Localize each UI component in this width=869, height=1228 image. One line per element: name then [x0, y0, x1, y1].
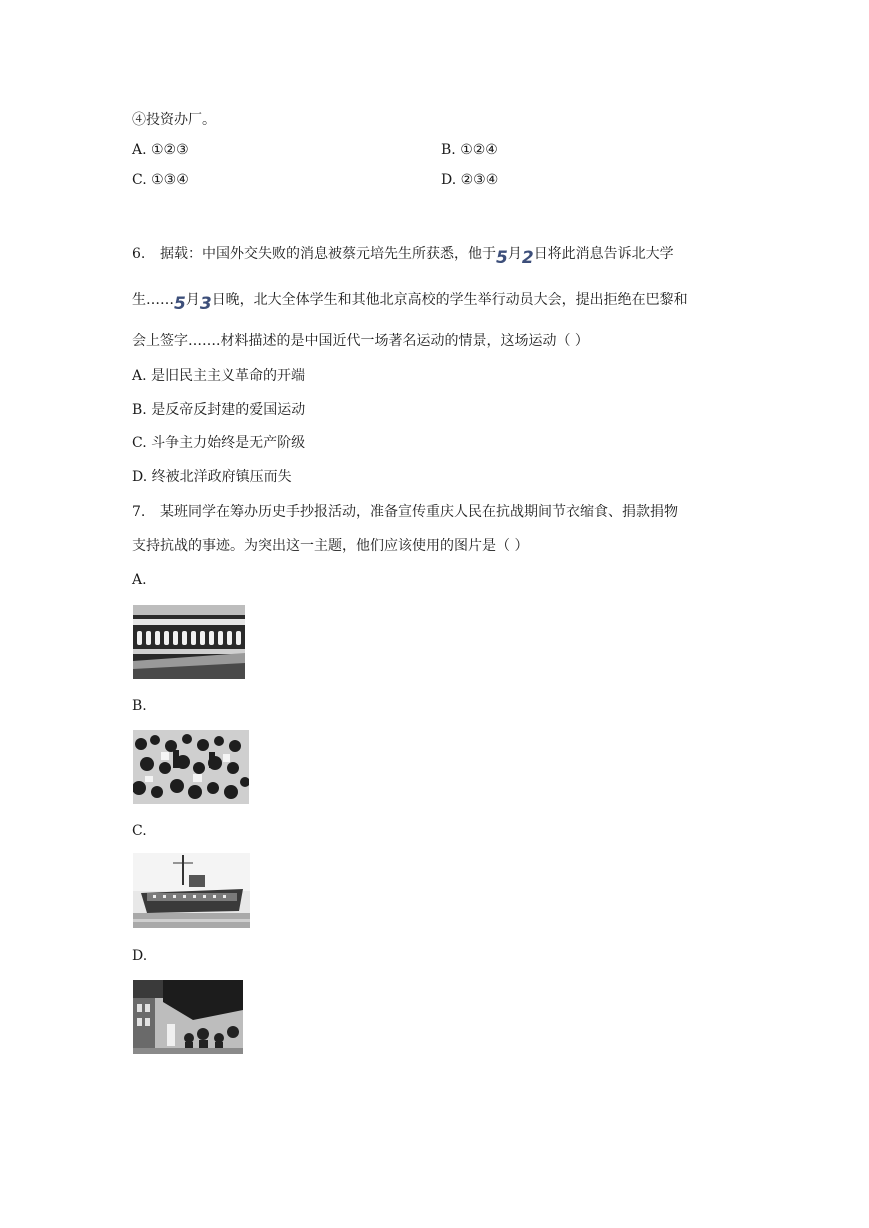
q6-line-3: 会上签字…….材料描述的是中国近代一场著名运动的情景，这场运动（ ）: [132, 333, 589, 349]
q6-line-2: [132, 289, 688, 314]
q5-tail-text: ④投资办厂。: [132, 112, 216, 128]
q7-label-c: C.: [132, 823, 147, 839]
q6-number: 6.: [132, 246, 146, 262]
q6-date1-day: 2: [521, 248, 534, 268]
q7-line-2: 支持抗战的事迹。为突出这一主题，他们应该使用的图片是（ ）: [132, 538, 529, 554]
q6-line2-post: 日晚，北大全体学生和其他北京高校的学生举行动员大会，提出拒绝在巴黎和: [211, 292, 688, 308]
q6-line-1: [132, 243, 674, 268]
q7-line-1: [132, 502, 678, 522]
q6-date1-month: 5: [496, 248, 508, 268]
q7-number: 7.: [132, 504, 146, 520]
q7-photo-b: [133, 730, 249, 804]
q7-photo-c: [133, 853, 250, 928]
q6-date2-day: 3: [199, 294, 212, 314]
q5-option-c: C. ①③④: [132, 172, 189, 188]
q6-option-a: A. 是旧民主主义革命的开端: [132, 368, 306, 384]
q6-line1-pre: 据载：中国外交失败的消息被蔡元培先生所获悉，他于: [160, 246, 496, 262]
q6-option-b: B. 是反帝反封建的爱国运动: [132, 402, 306, 418]
q6-option-d: D. 终被北洋政府镇压而失: [132, 469, 292, 485]
q6-date1-yue: 月: [507, 246, 522, 262]
q7-label-a: A.: [132, 572, 147, 588]
q6-line2-pre: 生……: [132, 292, 174, 308]
q6-line1-post: 日将此消息告诉北大学: [533, 246, 674, 262]
q7-label-b: B.: [132, 698, 147, 714]
q7-line1-text: 某班同学在筹办历史手抄报活动，准备宣传重庆人民在抗战期间节衣缩食、捐款捐物: [160, 504, 678, 520]
q7-label-d: D.: [132, 948, 148, 964]
q7-photo-a: [133, 605, 245, 679]
q5-option-d: D. ②③④: [441, 172, 499, 188]
q6-date2-yue: 月: [185, 292, 200, 308]
q7-photo-d: [133, 980, 243, 1054]
q6-date2-month: 5: [174, 294, 186, 314]
q5-option-a: A. ①②③: [132, 142, 189, 158]
q5-option-b: B. ①②④: [441, 142, 498, 158]
q6-option-c: C. 斗争主力始终是无产阶级: [132, 435, 306, 451]
